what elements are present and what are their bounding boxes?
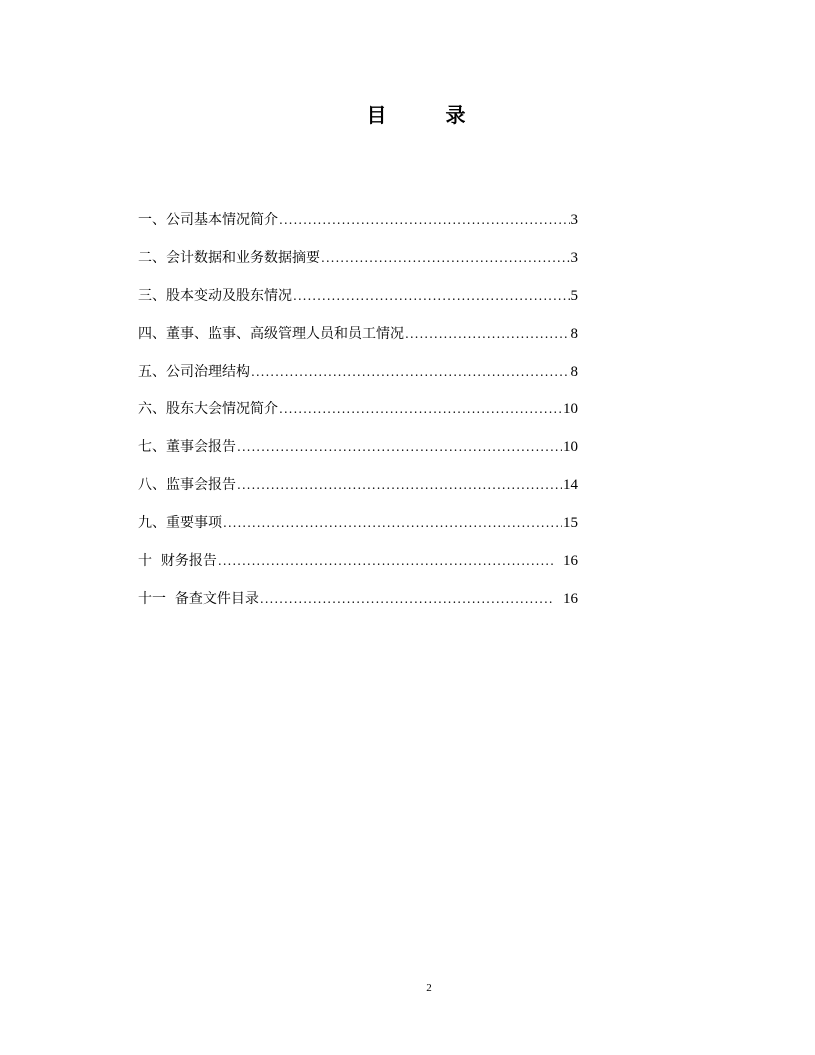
toc-item-7[interactable] [138, 434, 578, 472]
toc-page-number: 3 [570, 249, 578, 266]
toc-leader [279, 207, 570, 233]
toc-item-8[interactable] [138, 472, 578, 510]
toc-item-1[interactable] [138, 207, 578, 245]
toc-label: 五、公司治理结构 [138, 363, 250, 380]
page-number: 2 [426, 982, 432, 994]
toc-label: 二、会计数据和业务数据摘要 [138, 249, 320, 266]
table-of-contents [138, 207, 578, 624]
toc-label: 四、董事、监事、高级管理人员和员工情况 [138, 325, 404, 342]
toc-item-2[interactable] [138, 245, 578, 283]
toc-page-number: 15 [563, 515, 578, 532]
toc-label: 一、公司基本情况简介 [138, 212, 278, 228]
toc-label: 十 财务报告 [138, 553, 217, 570]
toc-leader [405, 321, 570, 347]
toc-leader [321, 245, 570, 271]
toc-item-3[interactable] [138, 283, 578, 321]
toc-page-number: 10 [563, 439, 578, 456]
toc-item-4[interactable] [138, 321, 578, 359]
toc-page-number: 3 [570, 212, 578, 228]
toc-label: 十一 备查文件目录 [138, 590, 259, 607]
toc-page-number: 16 [563, 590, 578, 607]
toc-label: 七、董事会报告 [138, 439, 236, 456]
toc-leader [237, 472, 562, 498]
toc-label: 八、监事会报告 [138, 477, 236, 494]
toc-item-6[interactable] [138, 396, 578, 434]
toc-item-9[interactable] [138, 510, 578, 548]
page-title: 目 录 [366, 103, 492, 127]
toc-item-5[interactable] [138, 359, 578, 397]
toc-leader [260, 586, 554, 612]
toc-page-number: 14 [563, 477, 578, 494]
toc-page-number: 8 [570, 363, 578, 380]
toc-leader [279, 396, 562, 422]
toc-leader [223, 510, 562, 536]
toc-page-number: 16 [563, 553, 578, 570]
toc-page-number: 8 [570, 325, 578, 342]
toc-leader [251, 359, 570, 385]
toc-label: 九、重要事项 [138, 515, 222, 532]
toc-page-number: 5 [570, 287, 578, 304]
toc-page-number: 10 [563, 401, 578, 418]
toc-label: 六、股东大会情况简介 [138, 401, 278, 418]
toc-item-11[interactable] [138, 586, 578, 624]
toc-leader [237, 434, 562, 460]
toc-leader [218, 548, 554, 574]
toc-label: 三、股本变动及股东情况 [138, 287, 292, 304]
toc-item-10[interactable] [138, 548, 578, 586]
toc-leader [293, 283, 570, 309]
